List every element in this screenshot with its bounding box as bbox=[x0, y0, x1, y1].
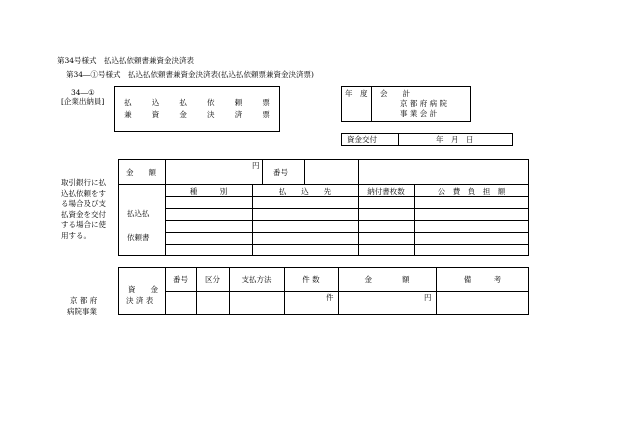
settlement-label-1: 資 金 bbox=[128, 285, 158, 294]
group-label-1: 払込払 bbox=[127, 209, 150, 218]
header-type: 種 別 bbox=[189, 187, 228, 196]
form-title-34: 第34号様式 払込払依頼書兼資金決済表 bbox=[57, 56, 195, 65]
title-row-2: 兼 資 金 決 済 票 bbox=[124, 110, 270, 119]
settlement-label-2: 決 済 表 bbox=[126, 296, 154, 305]
header-amount: 金 額 bbox=[364, 275, 410, 284]
funds-delivery-date: 年 月 日 bbox=[436, 135, 474, 144]
header-number: 番号 bbox=[173, 275, 188, 284]
header-slip-count: 納付書枚数 bbox=[367, 187, 405, 196]
funds-delivery-label: 資金交付 bbox=[347, 135, 377, 144]
kyoto-pref-label: 京 都 府 bbox=[70, 296, 98, 305]
form-category: [企業出納員] bbox=[61, 97, 105, 106]
fiscal-year-label: 年 度 bbox=[345, 89, 368, 98]
count-unit: 件 bbox=[326, 293, 334, 302]
title-row-1: 払 込 払 依 頼 票 bbox=[124, 98, 270, 107]
group-label-2: 依頼書 bbox=[127, 233, 150, 242]
header-payee: 払 込 先 bbox=[278, 187, 332, 196]
header-remarks: 備 考 bbox=[463, 275, 502, 284]
account-label: 会 計 bbox=[380, 89, 410, 98]
number-label: 番号 bbox=[273, 168, 288, 177]
header-payment-method: 支払方法 bbox=[241, 275, 272, 284]
amount-yen-unit: 円 bbox=[424, 293, 432, 302]
amount-label: 金 額 bbox=[126, 168, 156, 177]
business-account: 事 業 会 計 bbox=[400, 109, 438, 118]
hospital-name: 京 都 府 病 院 bbox=[400, 99, 448, 108]
header-public-burden: 公 費 負 担 額 bbox=[437, 187, 506, 196]
header-category: 区分 bbox=[205, 275, 220, 284]
usage-note: 取引銀行に払 込払依頼をす る場合及び支 払資金を交付 する場合に使 用する。 bbox=[61, 178, 106, 240]
hospital-business-label: 病院事業 bbox=[67, 307, 97, 316]
form-number: 34―① bbox=[71, 88, 95, 97]
header-count: 件 数 bbox=[302, 275, 320, 284]
amount-yen: 円 bbox=[252, 161, 260, 170]
form-title-34-1: 第34―①号様式 払込払依頼書兼資金決済表(払込払依頼票兼資金決済票) bbox=[66, 70, 314, 79]
